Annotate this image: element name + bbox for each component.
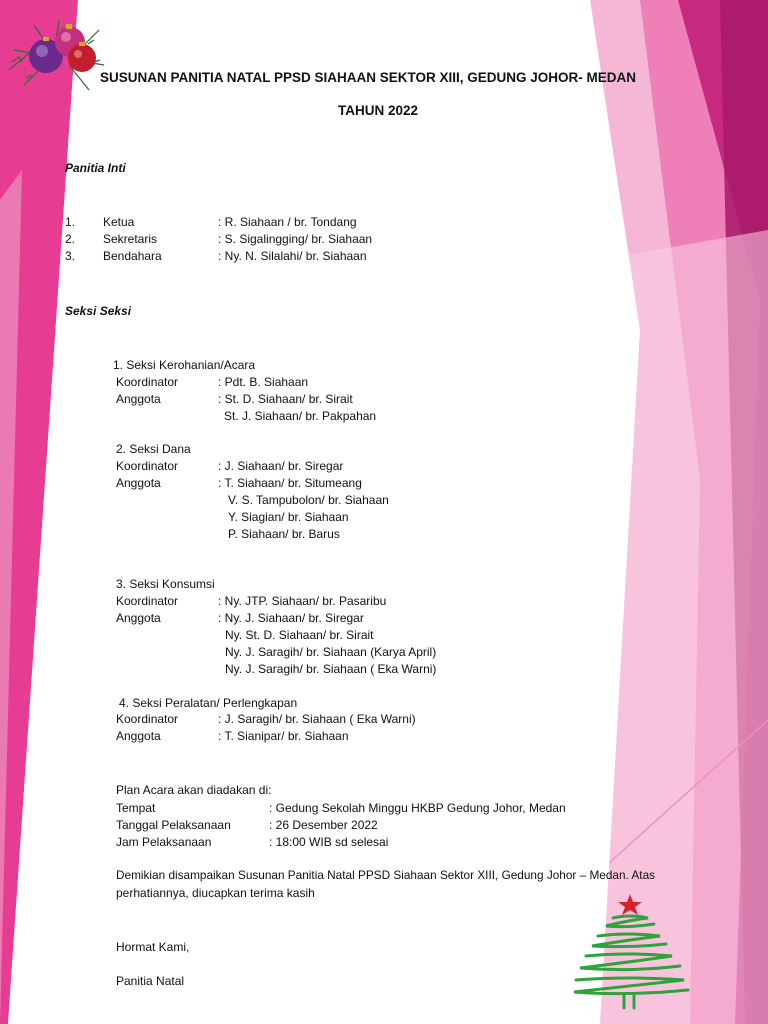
inti-row-role: Ketua: [103, 215, 135, 229]
anggota-label: Anggota: [116, 611, 161, 625]
inti-row-num: 1.: [65, 215, 76, 229]
sign-by: Panitia Natal: [116, 974, 185, 988]
inti-row-num: 2.: [65, 232, 76, 246]
anggota-label: Anggota: [116, 729, 161, 743]
anggota-member: Ny. J. Saragih/ br. Siahaan (Karya April): [225, 645, 437, 659]
page-subtitle: TAHUN 2022: [338, 103, 419, 118]
anggota-member: St. J. Siahaan/ br. Pakpahan: [224, 409, 377, 423]
anggota-label: Anggota: [116, 392, 161, 406]
plan-label: Jam Pelaksanaan: [116, 835, 212, 849]
closing-line-1: Demikian disampaikan Susunan Panitia Natal PPSD Siahaan Sektor XIII, Gedung Johor – Medan. Atas: [116, 868, 656, 882]
seksi-title: 3. Seksi Konsumsi: [116, 577, 215, 591]
anggota-member: Y. Siagian/ br. Siahaan: [228, 510, 349, 524]
sign-greeting: Hormat Kami,: [116, 940, 190, 954]
plan-value: : 26 Desember 2022: [269, 818, 378, 832]
koordinator-label: Koordinator: [116, 375, 179, 389]
anggota-member: : Ny. J. Siahaan/ br. Siregar: [218, 611, 364, 625]
koordinator-label: Koordinator: [116, 459, 179, 473]
section-heading-seksi: Seksi Seksi: [65, 304, 132, 318]
seksi-title: 4. Seksi Peralatan/ Perlengkapan: [119, 696, 298, 710]
star-icon: [618, 894, 642, 915]
seksi-title: 1. Seksi Kerohanian/Acara: [113, 358, 256, 372]
plan-label: Tempat: [116, 801, 156, 815]
inti-row-role: Sekretaris: [103, 232, 158, 246]
christmas-ornaments-icon: [4, 10, 116, 100]
koordinator-name: : Pdt. B. Siahaan: [218, 375, 309, 389]
closing-line-2: perhatiannya, diucapkan terima kasih: [116, 886, 315, 900]
anggota-member: P. Siahaan/ br. Barus: [228, 527, 340, 541]
anggota-member: : St. D. Siahaan/ br. Sirait: [218, 392, 353, 406]
anggota-label: Anggota: [116, 476, 161, 490]
koordinator-label: Koordinator: [116, 594, 179, 608]
inti-row-name: : R. Siahaan / br. Tondang: [218, 215, 357, 229]
anggota-member: V. S. Tampubolon/ br. Siahaan: [228, 493, 389, 507]
koordinator-name: : Ny. JTP. Siahaan/ br. Pasaribu: [218, 594, 387, 608]
christmas-tree-icon: [568, 892, 693, 1012]
koordinator-name: : J. Siahaan/ br. Siregar: [218, 459, 344, 473]
anggota-member: : T. Sianipar/ br. Siahaan: [218, 729, 349, 743]
anggota-member: : T. Siahaan/ br. Situmeang: [218, 476, 362, 490]
anggota-member: Ny. J. Saragih/ br. Siahaan ( Eka Warni): [225, 662, 437, 676]
plan-label: Tanggal Pelaksanaan: [116, 818, 231, 832]
inti-row-name: : S. Sigalingging/ br. Siahaan: [218, 232, 373, 246]
koordinator-name: : J. Saragih/ br. Siahaan ( Eka Warni): [218, 712, 416, 726]
koordinator-label: Koordinator: [116, 712, 179, 726]
plan-intro: Plan Acara akan diadakan di:: [116, 783, 272, 797]
seksi-title: 2. Seksi Dana: [116, 442, 191, 456]
plan-value: : 18:00 WIB sd selesai: [269, 835, 389, 849]
anggota-member: Ny. St. D. Siahaan/ br. Sirait: [225, 628, 374, 642]
plan-value: : Gedung Sekolah Minggu HKBP Gedung Johor, Medan: [269, 801, 566, 815]
inti-row-name: : Ny. N. Silalahi/ br. Siahaan: [218, 249, 367, 263]
page-title: SUSUNAN PANITIA NATAL PPSD SIAHAAN SEKTOR XIII, GEDUNG JOHOR- MEDAN: [100, 70, 637, 85]
inti-row-role: Bendahara: [103, 249, 162, 263]
section-heading-inti: Panitia Inti: [65, 161, 126, 175]
inti-row-num: 3.: [65, 249, 76, 263]
